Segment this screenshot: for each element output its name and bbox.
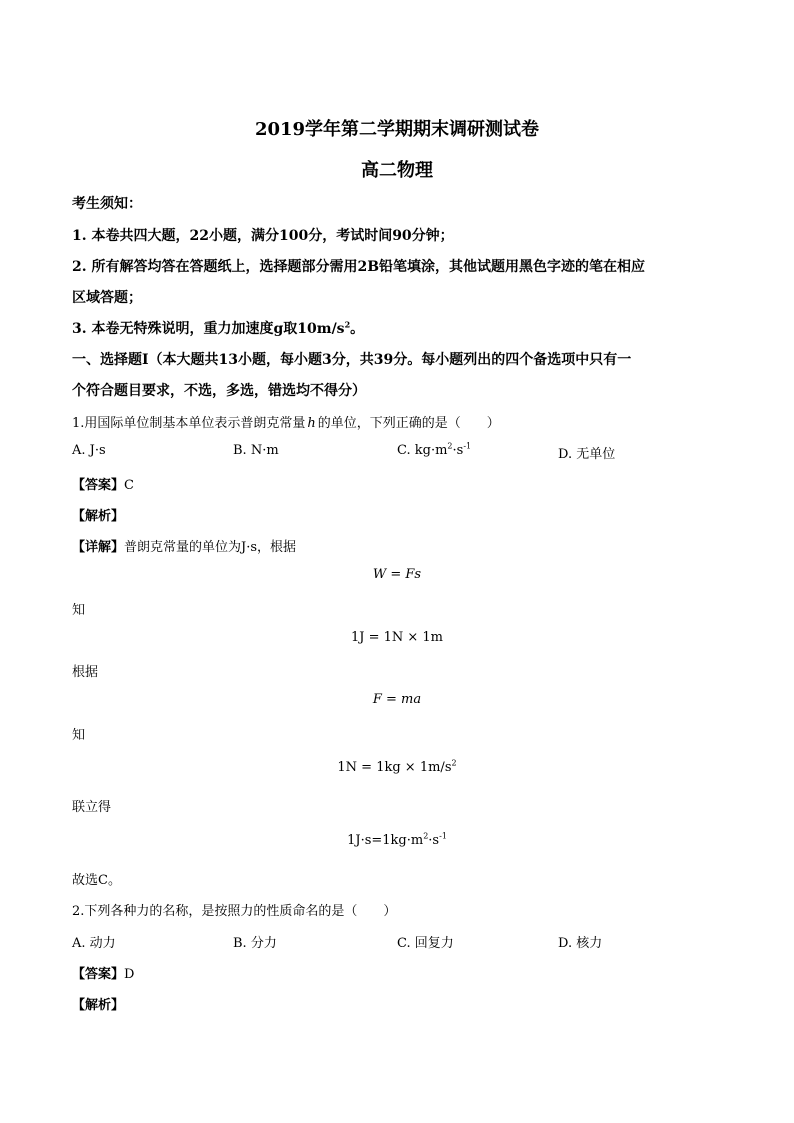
q2-option-b: B. 分力	[233, 936, 277, 951]
q1-equation-3: F = ma	[372, 692, 422, 707]
notice-item-1: 1. 本卷共四大题，22小题，满分100分，考试时间90分钟；	[72, 228, 454, 244]
notice-heading: 考生须知：	[72, 196, 142, 212]
q1-answer-tag: 【答案】	[72, 478, 125, 493]
q1-equation-1: W = Fs	[372, 567, 422, 582]
q1-option-d: D. 无单位	[558, 447, 616, 462]
q2-analysis-tag: 【解析】	[72, 998, 125, 1013]
q1-detail-text: 普朗克常量的单位为J·s，根据	[124, 540, 297, 555]
notice-item-3-exponent: 2	[344, 319, 351, 330]
q1-answer-value: C	[124, 478, 134, 493]
q1-equation-4-exponent: 2	[451, 758, 457, 768]
q1-equation-2: 1J = 1N × 1m	[350, 630, 444, 645]
q2-answer-value: D	[124, 967, 135, 982]
q1-equation-5-mid: ·s	[428, 833, 440, 848]
notice-item-3-end: 。	[350, 321, 365, 337]
q1-stem-symbol: h	[307, 416, 316, 431]
q1-stem	[72, 412, 500, 431]
exam-title: 2019学年第二学期期末调研测试卷	[254, 119, 540, 140]
q1-know-2: 知	[72, 728, 86, 743]
q2-option-a: A. 动力	[72, 936, 116, 951]
q2-answer	[72, 963, 134, 982]
q1-option-a: A. J·s	[72, 443, 106, 458]
section1-heading: 一、选择题Ⅰ（本大题共13小题，每小题3分，共39分。每小题列出的四个备选项中只有一	[72, 352, 632, 368]
q1-conclusion: 故选C。	[72, 873, 121, 888]
q2-answer-tag: 【答案】	[72, 967, 125, 982]
q1-detail-tag: 【详解】	[72, 540, 125, 555]
q1-option-c-exp1: 2	[447, 441, 453, 451]
q1-detail	[72, 536, 296, 555]
notice-item-2-cont: 区域答题；	[72, 290, 142, 306]
q1-equation-4	[0, 760, 794, 775]
q2-option-d: D. 核力	[558, 936, 603, 951]
q1-equation-5-exp1: 2	[423, 831, 429, 841]
q1-equation-4-text: 1N = 1kg × 1m/s	[337, 760, 452, 775]
notice-item-3	[72, 318, 364, 338]
exam-subject: 高二物理	[361, 160, 433, 181]
section1-heading-cont: 个符合题目要求，不选，多选，错选均不得分）	[72, 383, 366, 399]
q1-according: 根据	[72, 665, 99, 680]
q1-option-c	[397, 443, 471, 458]
q1-equation-5	[0, 833, 794, 848]
q1-analysis-tag: 【解析】	[72, 509, 125, 524]
q1-equation-5-exp2: -1	[439, 831, 447, 841]
q1-option-b: B. N·m	[233, 443, 279, 458]
q1-option-c-mid: ·s	[452, 443, 464, 458]
q2-stem: 2.下列各种力的名称，是按照力的性质命名的是（ ）	[72, 904, 397, 919]
q1-option-c-exp2: -1	[463, 441, 472, 451]
q1-option-c-base: C. kg·m	[397, 443, 448, 458]
q2-option-c: C. 回复力	[397, 936, 454, 951]
q1-answer	[72, 474, 134, 493]
q1-equation-5-text: 1J·s=1kg·m	[347, 833, 424, 848]
q1-stem-b: 的单位，下列正确的是（ ）	[317, 416, 500, 431]
notice-item-2: 2. 所有解答均答在答题纸上，选择题部分需用2B铅笔填涂，其他试题用黑色字迹的笔在相应	[72, 259, 646, 275]
q1-know-1: 知	[72, 603, 86, 618]
q1-combine: 联立得	[72, 800, 112, 815]
notice-item-3-text: 3. 本卷无特殊说明，重力加速度g取10m/s	[72, 321, 345, 337]
q1-stem-a: 1.用国际单位制基本单位表示普朗克常量	[72, 416, 306, 431]
